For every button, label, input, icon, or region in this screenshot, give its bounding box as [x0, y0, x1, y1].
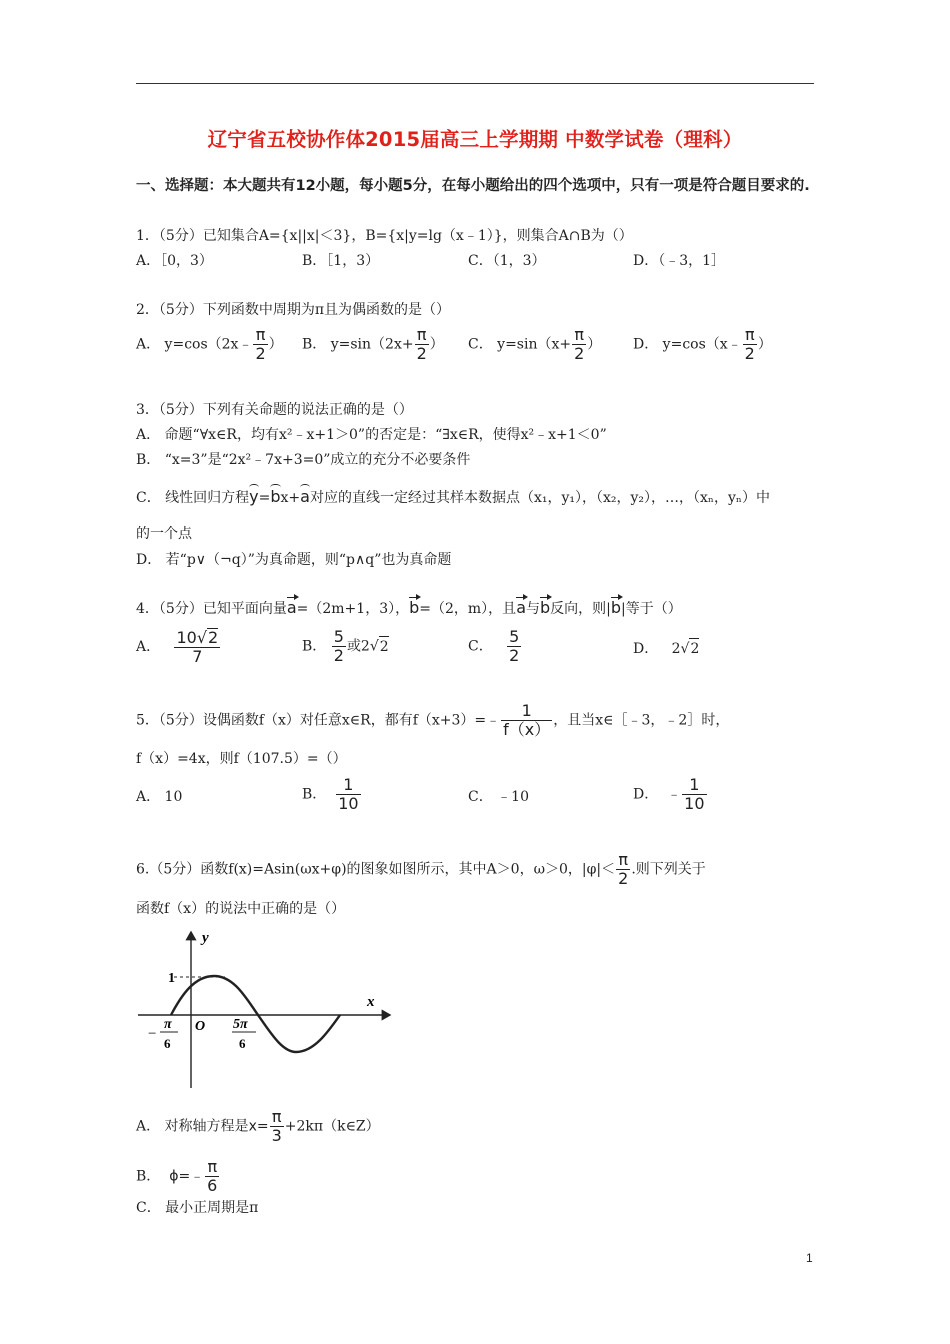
q2-b-fraction: $\frac{\pi}{2}$: [416, 325, 427, 363]
q2-c-text: C． y=sin（x+: [468, 336, 572, 353]
q4-a-fraction: $\frac{10√2}{7}$: [176, 628, 219, 666]
y-axis-label: y: [202, 930, 209, 946]
q6-option-b: B． ϕ=﹣ $\frac{\pi}{6}$: [136, 1157, 218, 1195]
q2-b-text: B． y=sin（2x+: [302, 336, 414, 353]
q4-stem: 4．（5分）已知平面向量a=（2m+1，3），b=（2，m），且a与b反向，则|b|等于（）: [136, 598, 682, 617]
section-heading: 一、选择题：本大题共有12小题，每小题5分，在每小题给出的四个选项中，只有一项是符合题目要求的.: [136, 178, 810, 194]
y-hat-symbol: y: [249, 487, 259, 506]
q2-option-b: B． y=sin（2x+ $\frac{\pi}{2}$ ）: [302, 325, 444, 363]
x-axis-label: x: [367, 994, 375, 1010]
a-hat-symbol: a: [300, 487, 310, 506]
q2-a-fraction: $\frac{\pi}{2}$: [255, 325, 266, 363]
q5-option-d: D． ﹣ $\frac{1}{10}$: [633, 775, 705, 813]
q6-stem-line2: 函数f（x）的说法中正确的是（）: [136, 901, 346, 917]
q1-stem: 1．（5分）已知集合A={x||x|＜3}，B={x|y=lg（x﹣1）}，则集合A∩B为（）: [136, 228, 633, 244]
q5-option-a: A． 10: [136, 789, 183, 805]
vector-b-symbol: b: [409, 598, 420, 617]
q3-option-c: C． 线性回归方程y=bx+a对应的直线一定经过其样本数据点（x₁，y₁），（x₂，y₂），…，（xₙ，yₙ）中: [136, 487, 770, 506]
neg-sign: −: [148, 1026, 157, 1042]
q5-option-c: C． ﹣10: [468, 789, 529, 805]
q2-stem: 2．（5分）下列函数中周期为π且为偶函数的是（）: [136, 302, 451, 318]
q3-option-a: A． 命题“∀x∈R，均有x²﹣x+1＞0”的否定是：“∃x∈R，使得x²﹣x+1＜0”: [136, 427, 607, 443]
tick-5pi: 5π: [233, 1017, 248, 1032]
vector-a-symbol: a: [286, 598, 297, 617]
q5-b-fraction: $\frac{1}{10}$: [338, 775, 359, 813]
q1-option-b: B．［1，3）: [302, 253, 380, 269]
q4-c-fraction: $\frac{5}{2}$: [509, 627, 520, 665]
sine-curve: [171, 976, 340, 1052]
header-rule: [136, 83, 814, 84]
q6-option-c: C． 最小正周期是π: [136, 1200, 259, 1216]
q4-option-c: C． $\frac{5}{2}$: [468, 627, 520, 665]
q3-stem: 3．（5分）下列有关命题的说法正确的是（）: [136, 402, 413, 418]
q4-option-d: D． 2√2: [633, 638, 699, 659]
page-title: 辽宁省五校协作体2015届高三上学期期 中数学试卷（理科）: [207, 128, 743, 151]
q2-option-a: A． y=cos（2x﹣ $\frac{\pi}{2}$ ）: [136, 325, 283, 363]
q3-option-c-continued: 的一个点: [136, 526, 192, 542]
q5-fraction: $\frac{1}{f(x)}$: [503, 701, 551, 739]
y-tick-one: 1: [168, 971, 175, 986]
q3-option-d: D． 若“p∨（¬q）”为真命题，则“p∧q”也为真命题: [136, 552, 452, 568]
q5-option-b: B． $\frac{1}{10}$: [302, 775, 359, 813]
q6-fraction: $\frac{\pi}{2}$: [618, 850, 629, 888]
page-number: 1: [806, 1251, 813, 1265]
tick-pi: π: [164, 1017, 172, 1032]
q2-a-text: A． y=cos（2x﹣: [136, 336, 253, 353]
q4-b-fraction: $\frac{5}{2}$: [333, 627, 344, 665]
tick-six-2: 6: [239, 1036, 246, 1051]
q5-stem-line2: f（x）=4x，则f（107.5）=（）: [136, 751, 347, 767]
q6-a-fraction: $\frac{\pi}{3}$: [271, 1107, 282, 1145]
q5-d-fraction: $\frac{1}{10}$: [684, 775, 705, 813]
origin-label: O: [195, 1019, 206, 1034]
q1-option-d: D．（﹣3，1］: [633, 253, 726, 269]
q1-option-c: C．（1，3）: [468, 253, 546, 269]
q6-stem: 6.（5分）函数f(x)=Asin(ωx+φ)的图象如图所示，其中A＞0，ω＞0，|φ|＜ $\frac{\pi}{2}$ .则下列关于: [136, 850, 706, 888]
tick-six: 6: [164, 1036, 171, 1051]
q2-option-c: C． y=sin（x+ $\frac{\pi}{2}$ ）: [468, 325, 602, 363]
q2-d-fraction: $\frac{\pi}{2}$: [744, 325, 755, 363]
sine-graph: [136, 926, 406, 1092]
q3-option-b: B． “x=3”是“2x²﹣7x+3=0”成立的充分不必要条件: [136, 452, 471, 468]
q6-option-a: A． 对称轴方程是x= $\frac{\pi}{3}$ +2kπ（k∈Z）: [136, 1107, 380, 1145]
q6-b-fraction: $\frac{\pi}{6}$: [207, 1157, 218, 1195]
q2-option-d: D． y=cos（x﹣ $\frac{\pi}{2}$ ）: [633, 325, 772, 363]
b-hat-symbol: b: [270, 487, 281, 506]
q5-stem: 5．（5分）设偶函数f（x）对任意x∈R，都有f（x+3）=﹣ $\frac{1}{f(x)}$ ，且当x∈［﹣3，﹣2］时，: [136, 701, 730, 739]
q4-option-a: A． $\frac{10√2}{7}$: [136, 628, 219, 666]
q4-option-b: B． $\frac{5}{2}$ 或2√2: [302, 627, 389, 665]
q2-d-text: D． y=cos（x﹣: [633, 336, 742, 353]
q1-option-a: A．［0，3）: [136, 253, 213, 269]
q2-c-fraction: $\frac{\pi}{2}$: [574, 325, 585, 363]
